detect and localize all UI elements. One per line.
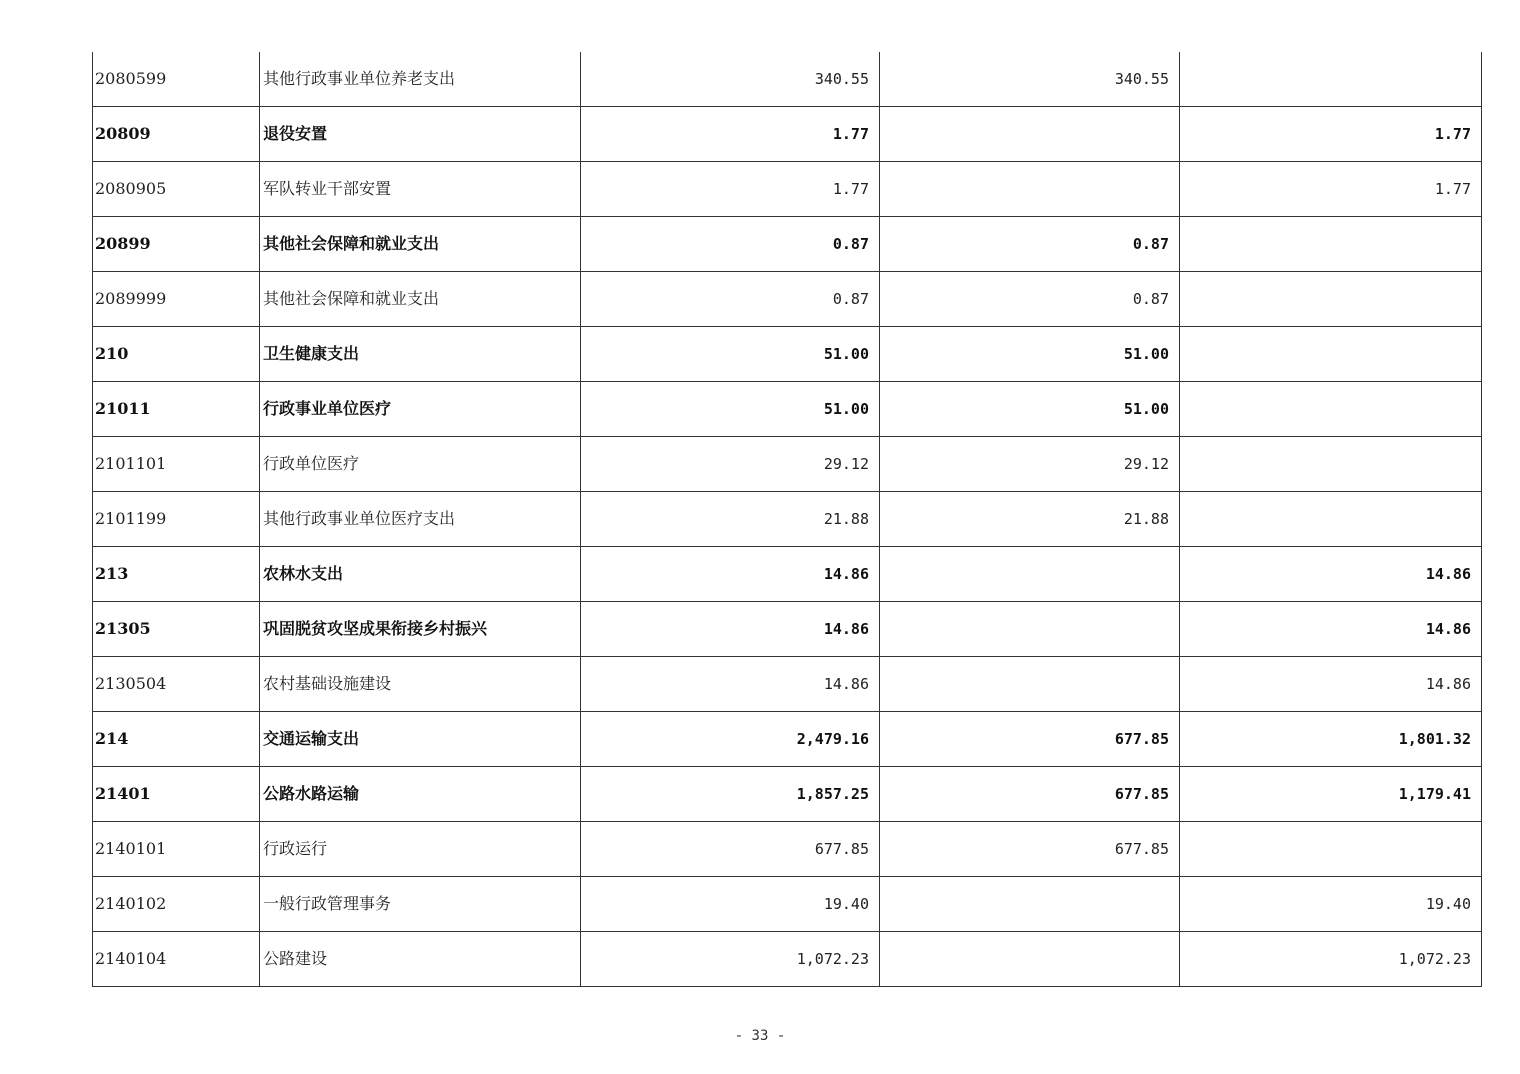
cell-project-expenditure: 14.86 <box>1180 602 1482 657</box>
cell-project-expenditure: 1.77 <box>1180 162 1482 217</box>
table-row <box>93 767 1482 822</box>
cell-project-expenditure: 1,179.41 <box>1180 767 1482 822</box>
table-row <box>93 327 1482 382</box>
cell-total: 51.00 <box>581 327 880 382</box>
cell-project-expenditure <box>1180 327 1482 382</box>
cell-project-expenditure <box>1180 52 1482 107</box>
cell-function-name: 行政运行 <box>260 822 581 877</box>
cell-project-expenditure: 1,801.32 <box>1180 712 1482 767</box>
cell-function-code: 2140104 <box>93 932 260 987</box>
cell-total: 1,857.25 <box>581 767 880 822</box>
cell-project-expenditure <box>1180 217 1482 272</box>
cell-project-expenditure: 14.86 <box>1180 657 1482 712</box>
cell-function-name: 其他社会保障和就业支出 <box>260 217 581 272</box>
cell-project-expenditure: 1.77 <box>1180 107 1482 162</box>
cell-total: 677.85 <box>581 822 880 877</box>
table-row <box>93 162 1482 217</box>
cell-basic-expenditure: 0.87 <box>880 272 1180 327</box>
cell-project-expenditure <box>1180 822 1482 877</box>
table-row <box>93 657 1482 712</box>
cell-total: 51.00 <box>581 382 880 437</box>
cell-function-name: 公路建设 <box>260 932 581 987</box>
table-row <box>93 52 1482 107</box>
cell-project-expenditure: 19.40 <box>1180 877 1482 932</box>
cell-function-name: 巩固脱贫攻坚成果衔接乡村振兴 <box>260 602 581 657</box>
cell-function-name: 农村基础设施建设 <box>260 657 581 712</box>
cell-total: 0.87 <box>581 272 880 327</box>
cell-total: 19.40 <box>581 877 880 932</box>
cell-project-expenditure: 14.86 <box>1180 547 1482 602</box>
cell-basic-expenditure <box>880 877 1180 932</box>
cell-function-code: 213 <box>93 547 260 602</box>
table-row <box>93 602 1482 657</box>
table-row <box>93 547 1482 602</box>
cell-function-code: 21401 <box>93 767 260 822</box>
cell-function-code: 2080599 <box>93 52 260 107</box>
cell-function-code: 2140102 <box>93 877 260 932</box>
cell-function-code: 2140101 <box>93 822 260 877</box>
cell-total: 340.55 <box>581 52 880 107</box>
cell-basic-expenditure <box>880 107 1180 162</box>
cell-total: 1,072.23 <box>581 932 880 987</box>
table-row <box>93 272 1482 327</box>
cell-project-expenditure <box>1180 272 1482 327</box>
cell-basic-expenditure <box>880 547 1180 602</box>
cell-total: 14.86 <box>581 547 880 602</box>
table-body <box>93 52 1482 987</box>
table-row <box>93 492 1482 547</box>
cell-function-name: 行政单位医疗 <box>260 437 581 492</box>
cell-total: 0.87 <box>581 217 880 272</box>
table-row <box>93 877 1482 932</box>
cell-function-name: 其他行政事业单位医疗支出 <box>260 492 581 547</box>
cell-basic-expenditure: 29.12 <box>880 437 1180 492</box>
page-number: - 33 - <box>734 1028 786 1044</box>
cell-function-code: 2089999 <box>93 272 260 327</box>
cell-basic-expenditure: 51.00 <box>880 327 1180 382</box>
cell-basic-expenditure: 21.88 <box>880 492 1180 547</box>
cell-total: 21.88 <box>581 492 880 547</box>
cell-total: 14.86 <box>581 657 880 712</box>
cell-basic-expenditure: 340.55 <box>880 52 1180 107</box>
expenditure-table <box>92 52 1482 987</box>
cell-function-name: 退役安置 <box>260 107 581 162</box>
cell-project-expenditure <box>1180 437 1482 492</box>
table-row <box>93 712 1482 767</box>
cell-function-code: 20899 <box>93 217 260 272</box>
cell-total: 29.12 <box>581 437 880 492</box>
cell-function-name: 其他行政事业单位养老支出 <box>260 52 581 107</box>
cell-basic-expenditure <box>880 162 1180 217</box>
cell-project-expenditure <box>1180 382 1482 437</box>
table-row <box>93 932 1482 987</box>
cell-function-name: 卫生健康支出 <box>260 327 581 382</box>
cell-basic-expenditure <box>880 602 1180 657</box>
table-row <box>93 437 1482 492</box>
table-row <box>93 382 1482 437</box>
cell-project-expenditure: 1,072.23 <box>1180 932 1482 987</box>
cell-total: 1.77 <box>581 162 880 217</box>
cell-project-expenditure <box>1180 492 1482 547</box>
cell-basic-expenditure: 677.85 <box>880 712 1180 767</box>
cell-basic-expenditure <box>880 657 1180 712</box>
cell-function-name: 行政事业单位医疗 <box>260 382 581 437</box>
table-row <box>93 107 1482 162</box>
cell-function-code: 2130504 <box>93 657 260 712</box>
cell-function-name: 其他社会保障和就业支出 <box>260 272 581 327</box>
cell-total: 1.77 <box>581 107 880 162</box>
table-row <box>93 822 1482 877</box>
cell-function-code: 210 <box>93 327 260 382</box>
cell-function-name: 交通运输支出 <box>260 712 581 767</box>
cell-function-name: 公路水路运输 <box>260 767 581 822</box>
cell-basic-expenditure: 677.85 <box>880 822 1180 877</box>
cell-function-code: 2080905 <box>93 162 260 217</box>
cell-basic-expenditure: 0.87 <box>880 217 1180 272</box>
cell-function-code: 214 <box>93 712 260 767</box>
cell-function-code: 2101199 <box>93 492 260 547</box>
cell-function-code: 21011 <box>93 382 260 437</box>
cell-function-code: 21305 <box>93 602 260 657</box>
cell-function-name: 军队转业干部安置 <box>260 162 581 217</box>
table-row <box>93 217 1482 272</box>
cell-function-code: 20809 <box>93 107 260 162</box>
cell-total: 2,479.16 <box>581 712 880 767</box>
cell-basic-expenditure <box>880 932 1180 987</box>
cell-total: 14.86 <box>581 602 880 657</box>
cell-function-name: 农林水支出 <box>260 547 581 602</box>
cell-function-code: 2101101 <box>93 437 260 492</box>
cell-function-name: 一般行政管理事务 <box>260 877 581 932</box>
cell-basic-expenditure: 51.00 <box>880 382 1180 437</box>
cell-basic-expenditure: 677.85 <box>880 767 1180 822</box>
